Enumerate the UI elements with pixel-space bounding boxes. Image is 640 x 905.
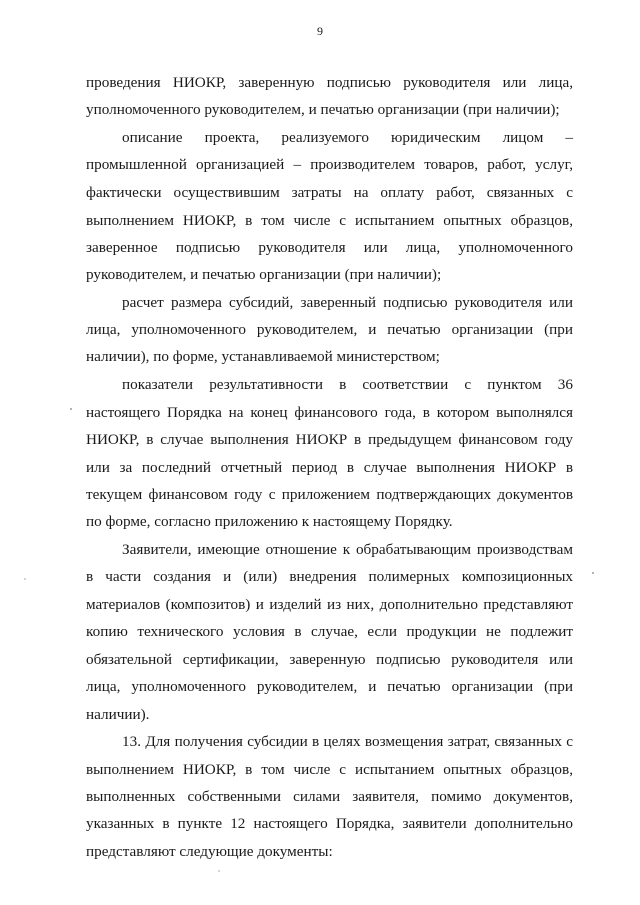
- text-line: уполномоченного руководителем, и печатью организации (при наличии);: [86, 101, 560, 118]
- text-line: лица, уполномоченного руководителем, и печатью организации (при: [86, 678, 573, 695]
- text-line: проведения НИОКР, заверенную подписью руководителя или лица,: [86, 74, 573, 91]
- text-line: текущем финансовом году с приложением подтверждающих документов: [86, 486, 573, 503]
- text-line: Заявители, имеющие отношение к обрабатывающим производствам: [122, 541, 573, 558]
- text-line: фактически осуществившим затраты на оплату работ, связанных с: [86, 184, 573, 201]
- text-line: 13. Для получения субсидии в целях возмещения затрат, связанных с: [122, 733, 573, 750]
- text-line: расчет размера субсидий, заверенный подписью руководителя или: [122, 294, 573, 311]
- text-line: представляют следующие документы:: [86, 843, 333, 860]
- text-line: описание проекта, реализуемого юридическим лицом –: [122, 129, 573, 146]
- scan-speck: [218, 870, 220, 872]
- text-line: выполненных собственными силами заявителя, помимо документов,: [86, 788, 573, 805]
- text-line: обязательной сертификации, заверенную подписью руководителя или: [86, 651, 573, 668]
- page-number: 9: [317, 24, 323, 38]
- text-line: настоящего Порядка на конец финансового года, в котором выполнялся: [86, 404, 573, 421]
- text-line: заверенное подписью руководителя или лица, уполномоченного: [86, 239, 573, 256]
- text-line: выполнением НИОКР, в том числе с испытанием опытных образцов,: [86, 212, 573, 229]
- text-line: промышленной организацией – производителем товаров, работ, услуг,: [86, 156, 573, 173]
- scan-speck: [70, 408, 72, 410]
- text-line: наличии).: [86, 706, 150, 723]
- text-line: указанных в пункте 12 настоящего Порядка, заявители дополнительно: [86, 815, 573, 832]
- text-line: НИОКР, в случае выполнения НИОКР в предыдущем финансовом году: [86, 431, 573, 448]
- text-line: или за последний отчетный период в случае выполнения НИОКР в: [86, 459, 573, 476]
- text-line: материалов (композитов) и изделий из них, дополнительно представляют: [86, 596, 573, 613]
- text-line: копию технического условия в случае, если продукции не подлежит: [86, 623, 573, 640]
- scan-speck: [24, 578, 26, 580]
- text-line: по форме, согласно приложению к настоящему Порядку.: [86, 513, 453, 530]
- text-line: в части создания и (или) внедрения полимерных композиционных: [86, 568, 573, 585]
- scan-speck: [592, 572, 594, 574]
- text-line: лица, уполномоченного руководителем, и печатью организации (при: [86, 321, 573, 338]
- text-line: руководителем, и печатью организации (при наличии);: [86, 266, 442, 283]
- text-line: выполнением НИОКР, в том числе с испытанием опытных образцов,: [86, 761, 573, 778]
- text-line: наличии), по форме, устанавливаемой министерством;: [86, 348, 440, 365]
- text-line: показатели результативности в соответствии с пунктом 36: [122, 376, 573, 393]
